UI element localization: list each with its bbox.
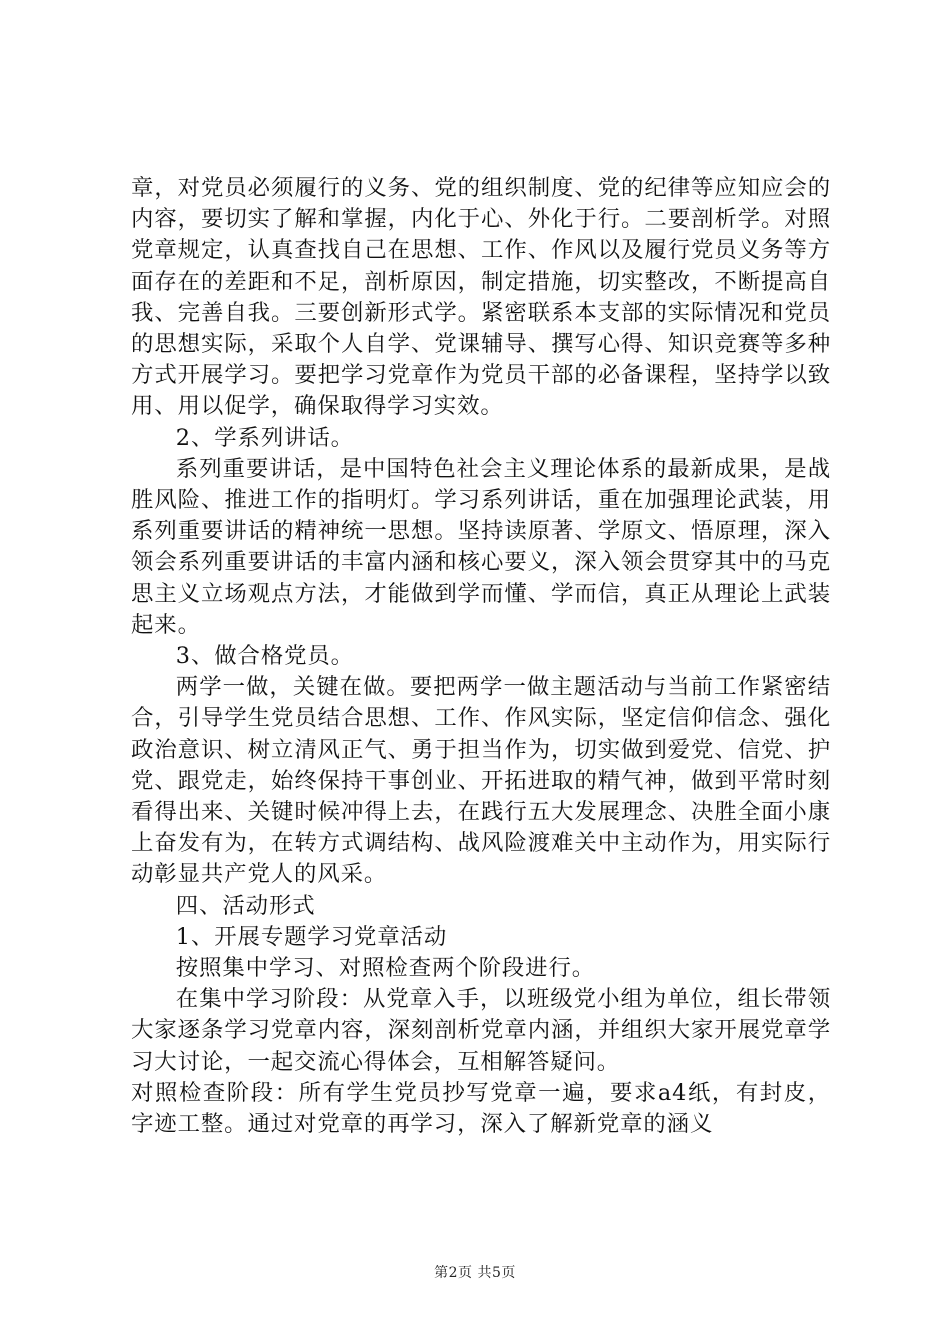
document-body xyxy=(131,173,831,1140)
body-paragraph: 两学一做，关键在做。要把两学一做主题活动与当前工作紧密结合，引导学生党员结合思想、工作、作风实际，坚定信仰信念、强化政治意识、树立清风正气、勇于担当作为，切实做到爱党、信党、护党、跟党走，始终保持干事创业、开拓进取的精气神，做到平常时刻看得出来、关键时候冲得上去，在践行五大发展理念、决胜全面小康上奋发有为，在转方式调结构、战风险渡难关中主动作为，用实际行动彰显共产党人的风采。 xyxy=(131,674,831,888)
section-heading: 2、学系列讲话。 xyxy=(175,424,354,451)
page-number: 第2页 共5页 xyxy=(434,1265,516,1281)
page-footer xyxy=(0,1262,950,1282)
section-heading: 四、活动形式 xyxy=(175,892,316,919)
section-heading: 3、做合格党员。 xyxy=(175,643,354,670)
body-paragraph: 在集中学习阶段：从党章入手，以班级党小组为单位，组长带领大家逐条学习党章内容，深刻剖析党章内涵，并组织大家开展党章学习大讨论，一起交流心得体会，互相解答疑问。 xyxy=(131,986,831,1075)
section-heading: 1、开展专题学习党章活动 xyxy=(175,923,448,950)
body-paragraph-continued: 章，对党员必须履行的义务、党的组织制度、党的纪律等应知应会的内容，要切实了解和掌握，内化于心、外化于行。二要剖析学。对照党章规定，认真查找自己在思想、工作、作风以及履行党员义务等方面存在的差距和不足，剖析原因，制定措施，切实整改，不断提高自我、完善自我。三要创新形式学。紧密联系本支部的实际情况和党员的思想实际，采取个人自学、党课辅导、撰写心得、知识竞赛等多种方式开展学习。要把学习党章作为党员干部的必备课程，坚持学以致用、用以促学，确保取得学习实效。 xyxy=(131,175,831,420)
body-paragraph-continued: 对照检查阶段：所有学生党员抄写党章一遍，要求a4纸，有封皮，字迹工整。通过对党章的再学习，深入了解新党章的涵义 xyxy=(131,1079,831,1138)
body-paragraph: 系列重要讲话，是中国特色社会主义理论体系的最新成果，是战胜风险、推进工作的指明灯。学习系列讲话，重在加强理论武装，用系列重要讲话的精神统一思想。坚持读原著、学原文、悟原理，深入领会系列重要讲话的丰富内涵和核心要义，深入领会贯穿其中的马克思主义立场观点方法，才能做到学而懂、学而信，真正从理论上武装起来。 xyxy=(131,455,831,638)
body-paragraph: 按照集中学习、对照检查两个阶段进行。 xyxy=(175,955,596,982)
